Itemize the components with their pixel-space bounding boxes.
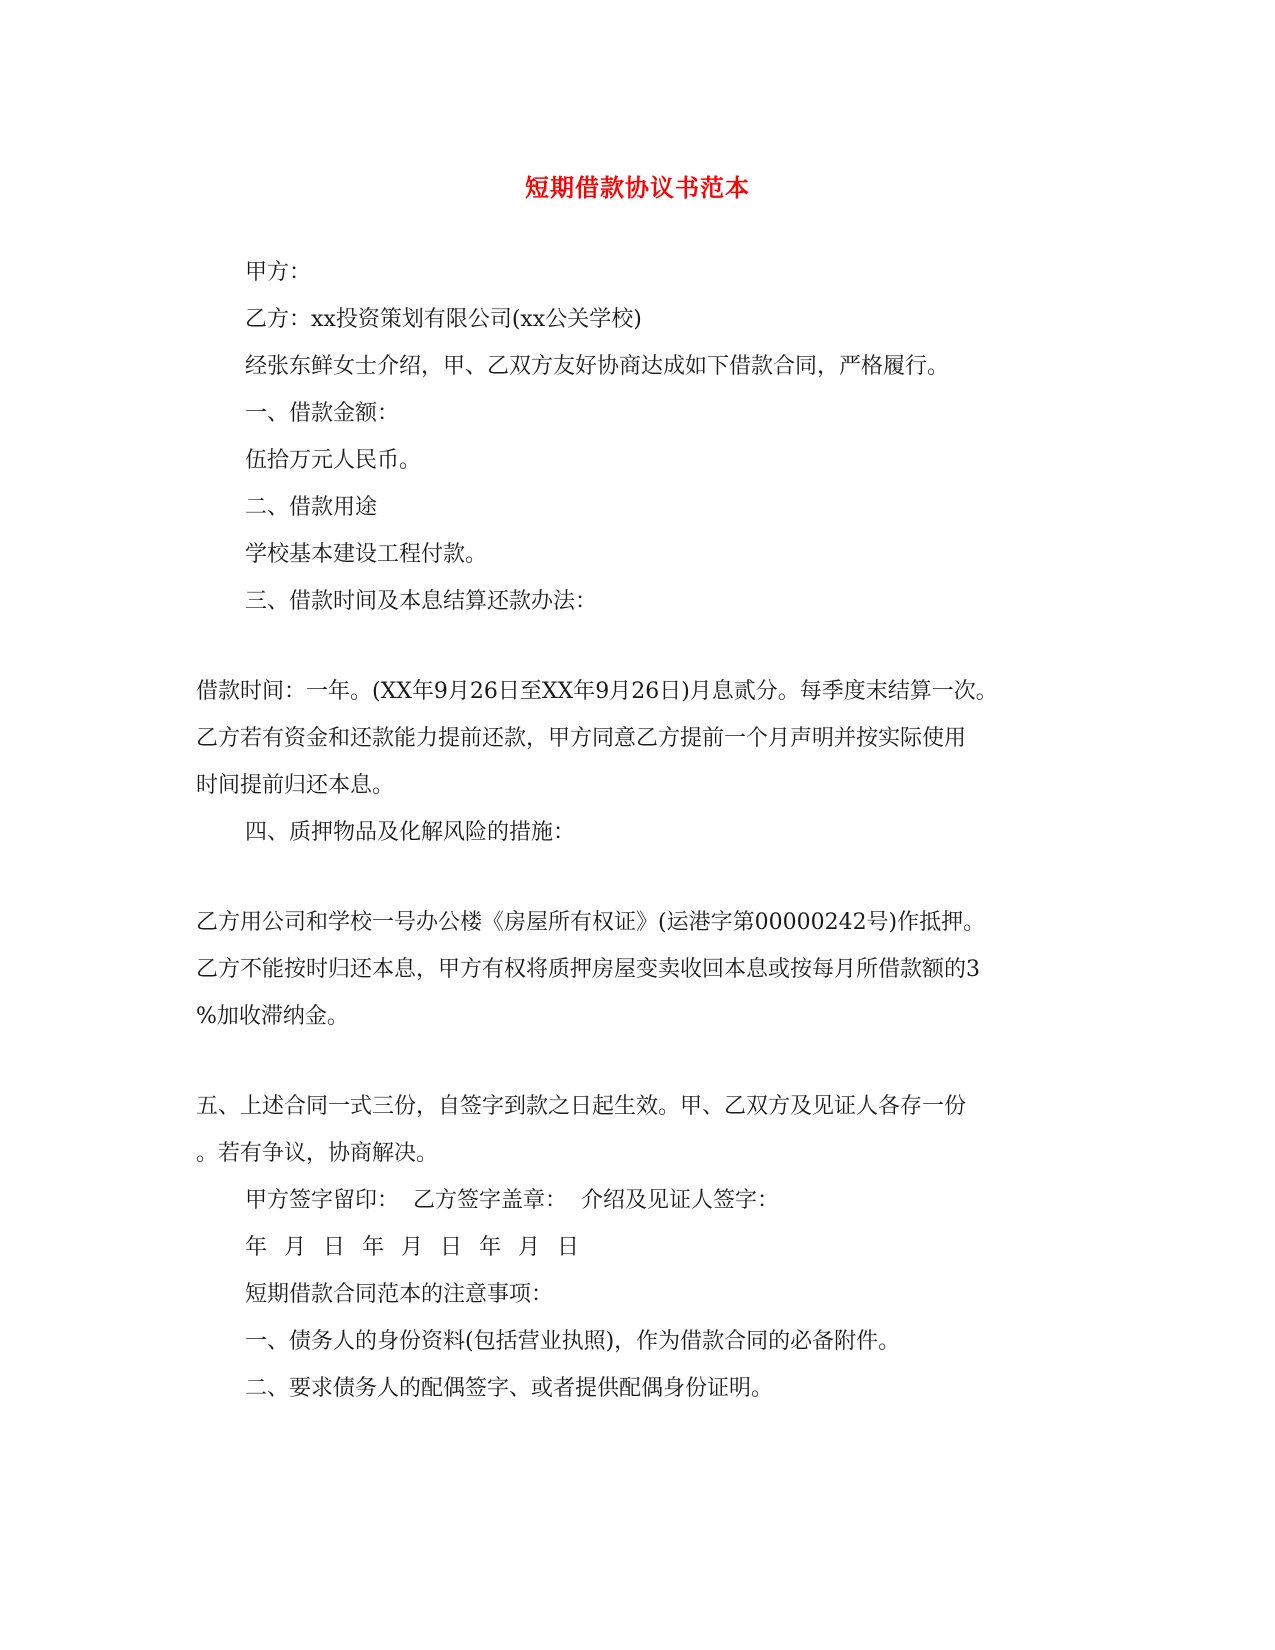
section-4-heading: 四、质押物品及化解风险的措施：: [245, 820, 576, 845]
date-line: 年 月 日 年 月 日 年 月 日: [245, 1235, 579, 1260]
loan-amount-text: 伍拾万元人民币。: [245, 448, 422, 473]
collateral-line-2: 乙方不能按时归还本息，甲方有权将质押房屋变卖收回本息或按每月所借款额的3: [196, 957, 980, 982]
loan-purpose-text: 学校基本建设工程付款。: [245, 542, 488, 567]
collateral-line-3: %加收滞纳金。: [196, 1004, 349, 1029]
section-1-heading: 一、借款金额：: [245, 401, 400, 426]
notes-heading: 短期借款合同范本的注意事项：: [245, 1282, 554, 1307]
section-2-heading: 二、借款用途: [245, 495, 378, 520]
party-a-line: 甲方：: [245, 260, 312, 285]
section-5-line-2: 。若有争议，协商解决。: [196, 1141, 439, 1166]
collateral-line-1: 乙方用公司和学校一号办公楼《房屋所有权证》(运港字第00000242号)作抵押。: [196, 910, 986, 935]
signature-line: 甲方签字留印： 乙方签字盖章： 介绍及见证人签字：: [245, 1188, 779, 1213]
section-5-line-1: 五、上述合同一式三份，自签字到款之日起生效。甲、乙双方及见证人各存一份: [196, 1094, 967, 1119]
loan-term-line-2: 乙方若有资金和还款能力提前还款，甲方同意乙方提前一个月声明并按实际使用: [196, 726, 967, 751]
note-item-2: 二、要求债务人的配偶签字、或者提供配偶身份证明。: [245, 1376, 774, 1401]
loan-term-line-1: 借款时间：一年。(XX年9月26日至XX年9月26日)月息贰分。每季度末结算一次。: [196, 679, 998, 704]
note-item-1: 一、债务人的身份资料(包括营业执照)，作为借款合同的必备附件。: [245, 1329, 901, 1354]
document-title: 短期借款协议书范本: [525, 173, 750, 202]
loan-term-line-3: 时间提前归还本息。: [196, 773, 395, 798]
party-b-line: 乙方：xx投资策划有限公司(xx公关学校): [245, 307, 642, 332]
intro-paragraph: 经张东鲜女士介绍，甲、乙双方友好协商达成如下借款合同，严格履行。: [245, 354, 950, 379]
section-3-heading: 三、借款时间及本息结算还款办法：: [245, 589, 598, 614]
